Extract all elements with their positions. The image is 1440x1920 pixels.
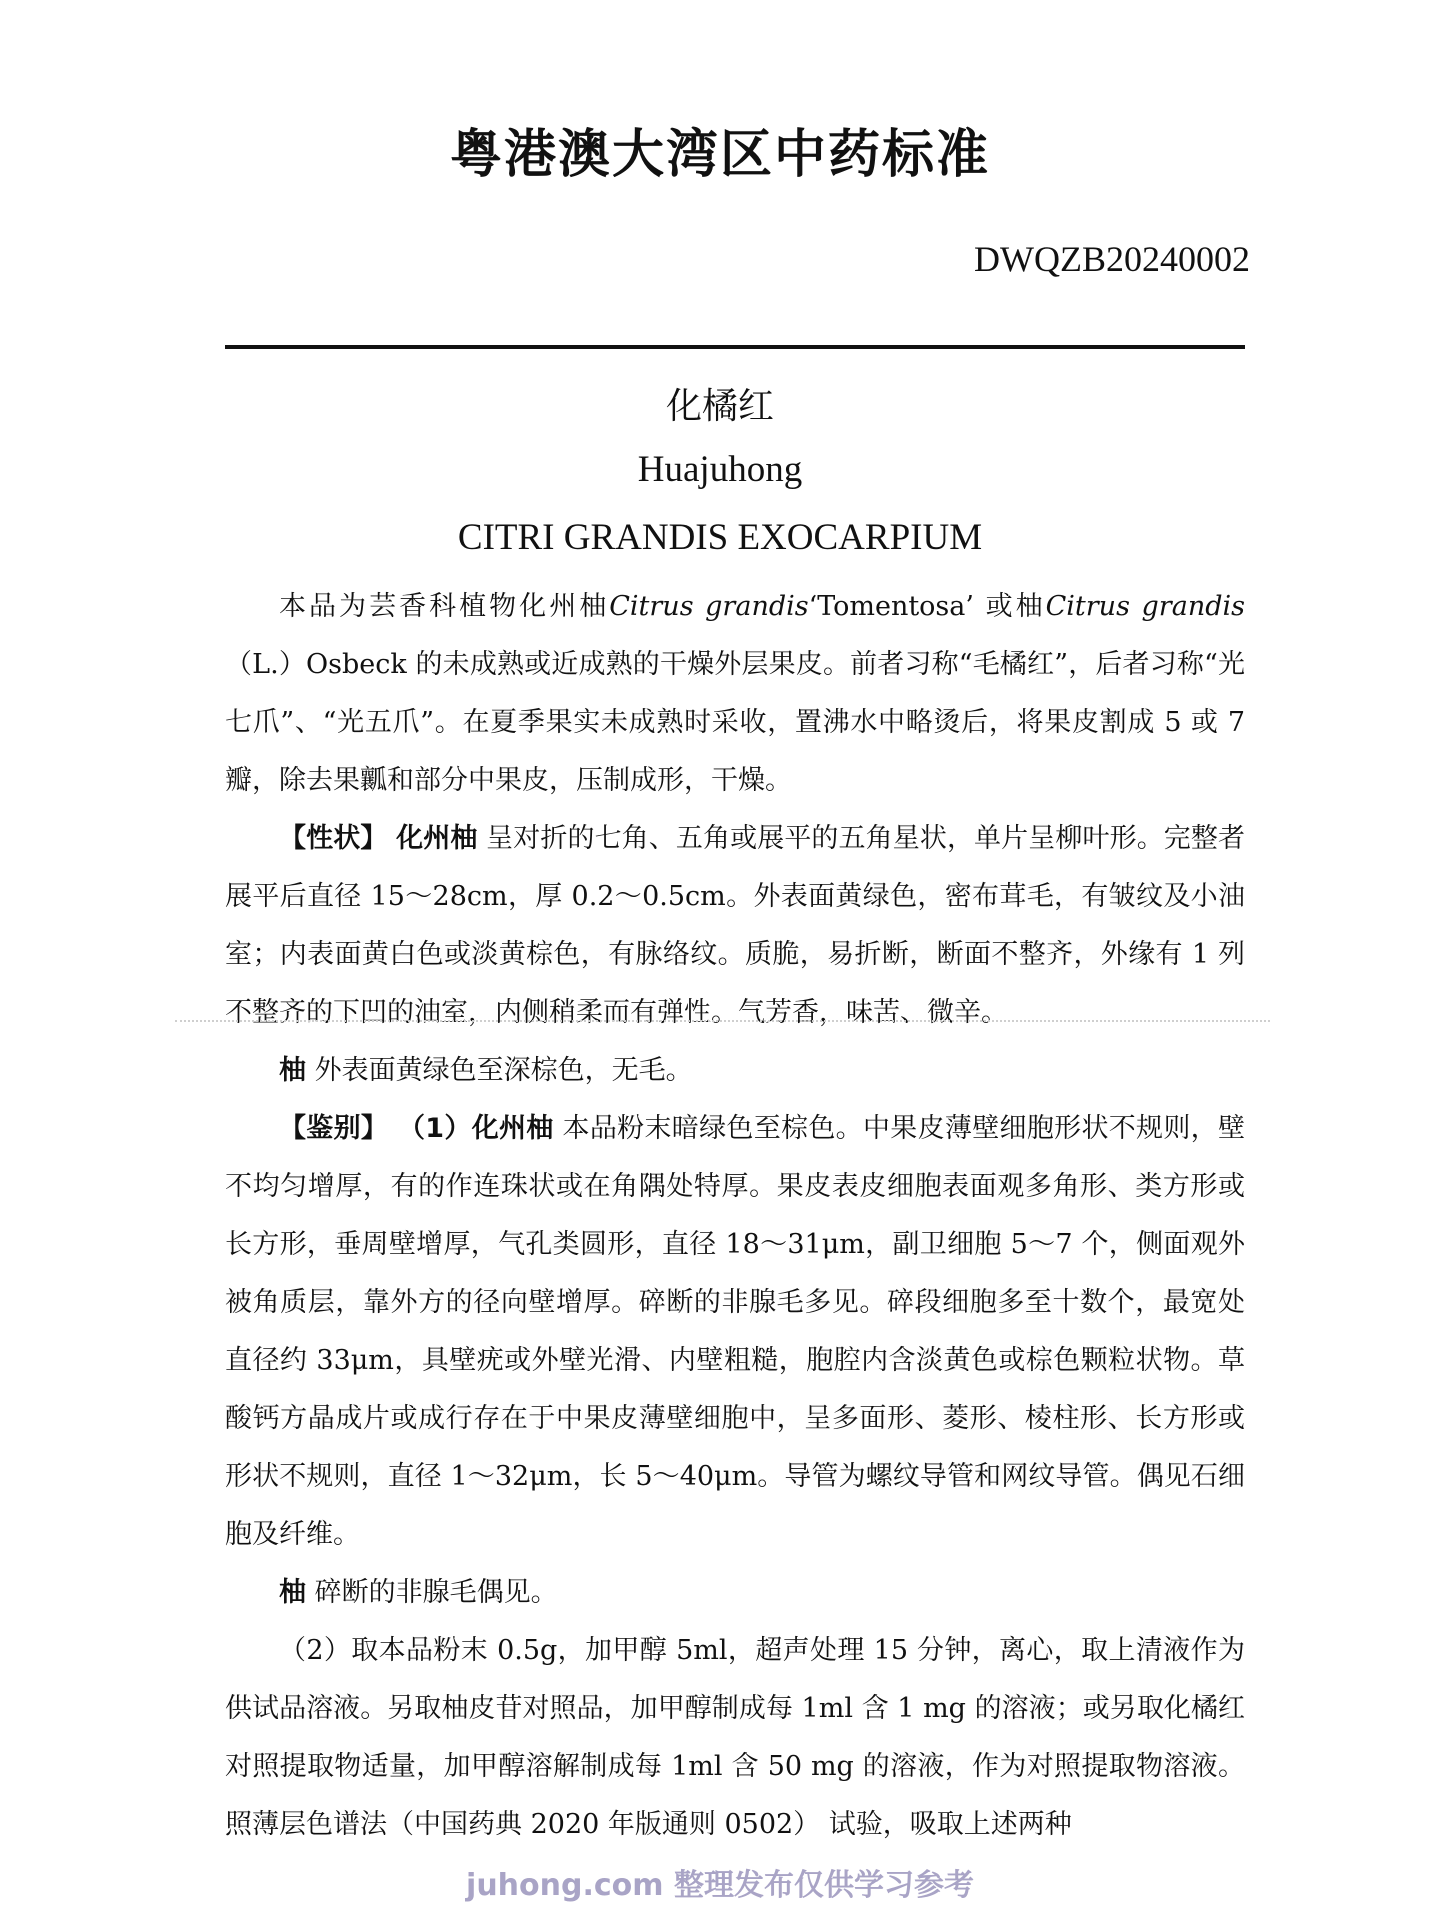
properties-pomelo-paragraph — [225, 1042, 1245, 1100]
latin-name-2: Citrus grandis — [1045, 591, 1245, 622]
intro-text-3: （L.）Osbeck 的未成熟或近成熟的干燥外层果皮。前者习称“毛橘红”，后者习称“光七爪”、“光五爪”。在夏季果实未成熟时采收，置沸水中略烫后，将果皮割成 5 或 7 瓣，除去果瓤和部分中果皮，压制成形，干燥。 — [225, 649, 1245, 796]
identification-subheading-huazhouyou: 化州柚 — [471, 1113, 554, 1144]
identification-subheading-you: 柚 — [279, 1577, 306, 1608]
identification-paragraph — [225, 1100, 1245, 1564]
header-divider — [225, 345, 1245, 349]
intro-paragraph — [225, 578, 1245, 810]
monograph-body — [225, 578, 1245, 1854]
identification-item-2-paragraph — [225, 1622, 1245, 1854]
identification-item-2-text: （2）取本品粉末 0.5g，加甲醇 5ml，超声处理 15 分钟，离心，取上清液作为供试品溶液。另取柚皮苷对照品，加甲醇制成每 1ml 含 1 mg 的溶液；或另取化橘红对照提取物适量，加甲醇溶解制成每 1ml 含 50 mg 的溶液，作为对照提取物溶液。照薄层色谱法（中国药典 2020 年版通则 0502） 试验，吸取上述两种 — [225, 1635, 1245, 1840]
standard-code: DWQZB20240002 — [974, 239, 1250, 279]
watermark: juhong.com 整理发布仅供学习参考 — [466, 1868, 974, 1903]
identification-heading: 【鉴别】 — [279, 1113, 389, 1144]
scan-artifact-line — [175, 1020, 1270, 1023]
identification-text-1: 本品粉末暗绿色至棕色。中果皮薄壁细胞形状不规则，壁不均匀增厚，有的作连珠状或在角隅处特厚。果皮表皮细胞表面观多角形、类方形或长方形，垂周壁增厚，气孔类圆形，直径 18～31μm，副卫细胞 5～7 个，侧面观外被角质层，靠外方的径向壁增厚。碎断的非腺毛多见。碎段细胞多至十数个，最宽处直径约 33μm，具壁疣或外壁光滑、内壁粗糙，胞腔内含淡黄色或棕色颗粒状物。草酸钙方晶成片或成行存在于中果皮薄壁细胞中，呈多面形、菱形、棱柱形、长方形或形状不规则，直径 1～32μm，长 5～40μm。导管为螺纹导管和网纹导管。偶见石细胞及纤维。 — [225, 1113, 1245, 1550]
properties-text-1: 呈对折的七角、五角或展平的五角星状，单片呈柳叶形。完整者展平后直径 15～28cm，厚 0.2～0.5cm。外表面黄绿色，密布茸毛，有皱纹及小油室；内表面黄白色或淡黄棕色，有脉络纹。质脆，易折断，断面不整齐，外缘有 1 列不整齐的下凹的油室，内侧稍柔而有弹性。气芳香，味苦、微辛。 — [225, 823, 1246, 1028]
monograph-name-latin: CITRI GRANDIS EXOCARPIUM — [457, 517, 983, 558]
standard-title: 粤港澳大湾区中药标准 — [449, 125, 990, 185]
properties-text-2: 外表面黄绿色至深棕色，无毛。 — [306, 1055, 693, 1086]
identification-text-2: 碎断的非腺毛偶见。 — [306, 1577, 558, 1608]
monograph-name-pinyin: Huajuhong — [637, 449, 803, 490]
latin-name-1: Citrus grandis — [609, 591, 809, 622]
monograph-name-chinese: 化橘红 — [665, 386, 774, 427]
intro-text-1: 本品为芸香科植物化州柚 — [279, 591, 610, 622]
identification-pomelo-paragraph — [225, 1564, 1245, 1622]
properties-paragraph — [225, 810, 1245, 1042]
properties-subheading-you: 柚 — [279, 1055, 306, 1086]
intro-text-2: ‘Tomentosa’ 或柚 — [808, 591, 1046, 622]
properties-heading: 【性状】 — [279, 823, 388, 854]
properties-subheading-huazhouyou: 化州柚 — [396, 823, 478, 854]
identification-item-1-prefix: （1） — [388, 1113, 472, 1144]
